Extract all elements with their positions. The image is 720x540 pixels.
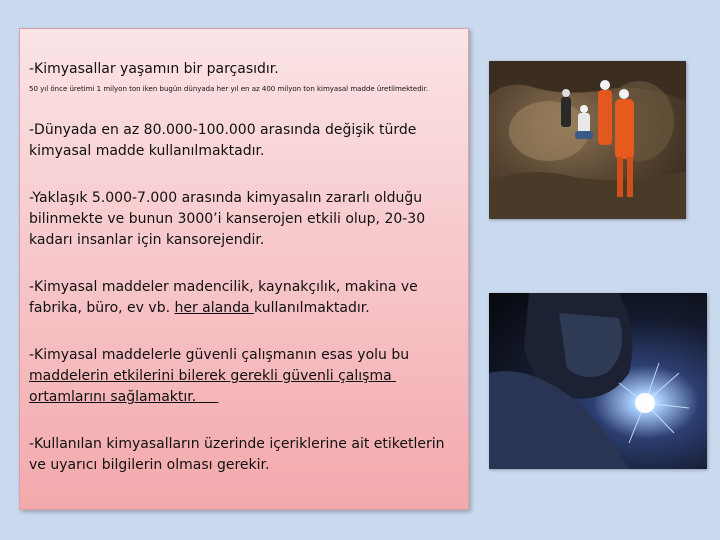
welder-photo — [489, 293, 707, 469]
safe-work-text-start: -Kimyasal maddelerle güvenli çalışmanın esas yolu bu — [29, 347, 410, 363]
safe-work-text-underlined: maddelerin etkilerini bilerek gerekli güvenli çalışma ortamlarını sağlamaktır. — [29, 368, 397, 405]
paragraph-chemicals-part-of-life: -Kimyasallar yaşamın bir parçasıdır. — [29, 61, 279, 77]
cave-scene-illustration — [489, 61, 686, 219]
paragraph-safe-work — [29, 345, 458, 408]
paragraph-production-note: 50 yıl önce üretimi 1 milyon ton iken bugün dünyada her yıl en az 400 milyon ton kimyasal madde üretilmektedir. — [29, 85, 429, 93]
content-text-box — [19, 28, 469, 510]
cave-workers-photo — [489, 61, 686, 219]
paragraph-harmful-chemicals: -Yaklaşık 5.000-7.000 arasında kimyasalın zararlı olduğu bilinmekte ve bunun 3000’i kanserojen etkili olup, 20-30 kadarı insanlar için kansorejendir. — [29, 190, 426, 248]
paragraph-usage-areas — [29, 277, 458, 319]
paragraph-chemical-count: -Dünyada en az 80.000-100.000 arasında değişik türde kimyasal madde kullanılmaktadır. — [29, 122, 417, 159]
usage-text-start: -Kimyasal maddeler madencilik, kaynakçılık, makina ve fabrika, büro, ev vb. — [29, 279, 418, 316]
welding-scene-illustration — [489, 293, 707, 469]
usage-text-underlined: her alanda — [174, 300, 255, 316]
usage-text-end: kullanılmaktadır. — [254, 300, 370, 316]
paragraph-labels: -Kullanılan kimyasalların üzerinde içeriklerine ait etiketlerin ve uyarıcı bilgilerin olması gerekir. — [29, 436, 445, 473]
worker-figure — [561, 89, 571, 127]
